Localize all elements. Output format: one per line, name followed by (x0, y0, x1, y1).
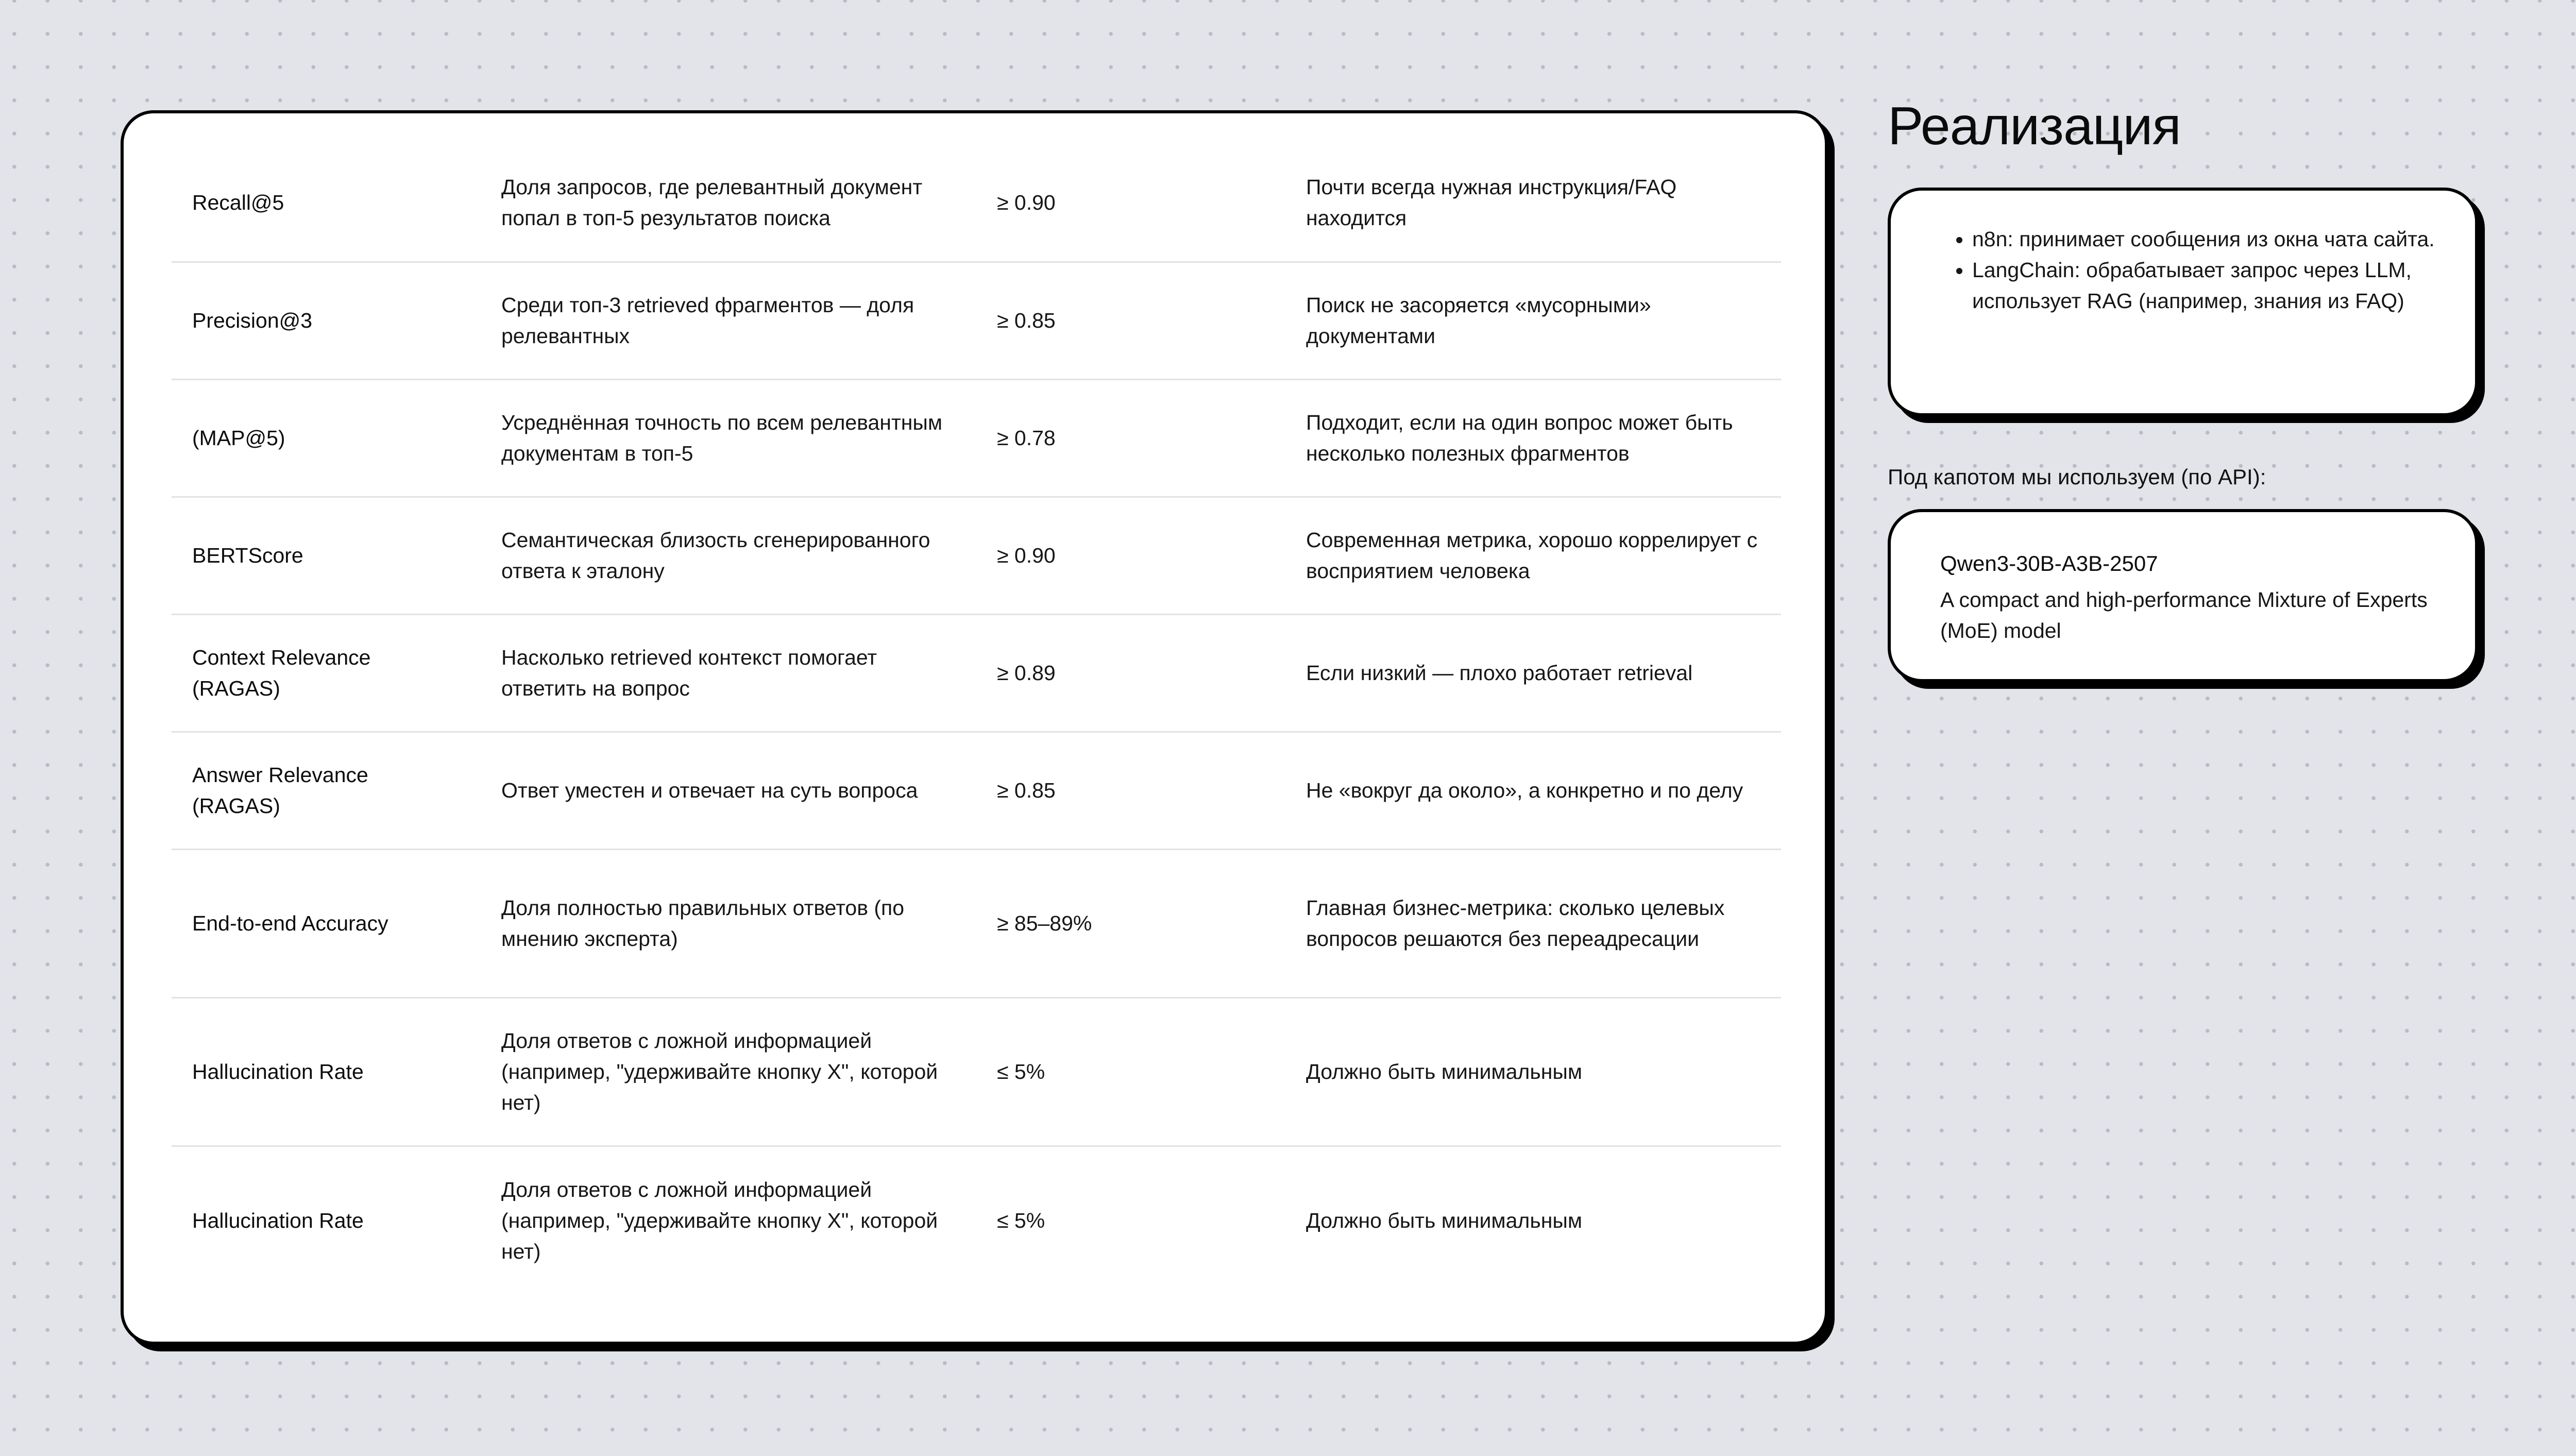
metric-comment: Если низкий — плохо работает retrieval (1285, 614, 1781, 732)
table-row (172, 1146, 1781, 1294)
metric-comment: Должно быть минимальным (1285, 997, 1781, 1146)
metric-description: Доля полностью правильных ответов (по мнению эксперта) (481, 849, 976, 997)
metric-name: Context Relevance (RAGAS) (172, 614, 481, 732)
metric-name: Hallucination Rate (192, 1208, 364, 1232)
metric-target: ≥ 0.85 (976, 732, 1285, 849)
metrics-table-card (121, 110, 1828, 1345)
metric-comment: Должно быть минимальным (1306, 1208, 1583, 1232)
metric-target: ≥ 0.85 (976, 262, 1285, 379)
api-label: Под капотом мы используем (по API): (1888, 465, 2266, 489)
page-title: Реализация (1888, 96, 2181, 156)
metric-description: Насколько retrieved контекст помогает ответить на вопрос (481, 614, 976, 732)
table-row (172, 262, 1781, 379)
metrics-table (172, 144, 1781, 1294)
model-card (1888, 509, 2478, 682)
metric-name: (MAP@5) (172, 379, 481, 497)
table-row (172, 379, 1781, 497)
model-name: Qwen3-30B-A3B-2507 (1940, 551, 2158, 575)
metric-comment: Не «вокруг да около», а конкретно и по делу (1285, 732, 1781, 849)
metric-name: Answer Relevance (RAGAS) (172, 732, 481, 849)
metric-comment: Современная метрика, хорошо коррелирует с восприятием человека (1285, 497, 1781, 614)
list-item: • n8n: принимает сообщения из окна чата сайта. (1972, 224, 2446, 255)
metric-name: Hallucination Rate (172, 997, 481, 1146)
list-item: • LangChain: обрабатывает запрос через LLM, использует RAG (например, знания из FAQ) (1972, 255, 2446, 316)
table-row (172, 997, 1781, 1146)
implementation-list (1931, 224, 2446, 316)
metric-description: Усреднённая точность по всем релевантным документам в топ-5 (481, 379, 976, 497)
implementation-card (1888, 188, 2478, 416)
table-row (172, 497, 1781, 614)
metric-target: ≥ 0.90 (976, 144, 1285, 262)
table-row (172, 614, 1781, 732)
model-description: A compact and high-performance Mixture of Experts (MoE) model (1940, 588, 2428, 642)
metric-target: ≥ 85–89% (976, 849, 1285, 997)
metric-description: Среди топ-3 retrieved фрагментов — доля релевантных (481, 262, 976, 379)
table-row (172, 144, 1781, 262)
metric-target: ≤ 5% (997, 1208, 1045, 1232)
metric-description: Ответ уместен и отвечает на суть вопроса (481, 732, 976, 849)
metric-description: Доля запросов, где релевантный документ попал в топ-5 результатов поиска (481, 144, 976, 262)
metric-description: Доля ответов с ложной информацией (например, "удерживайте кнопку X", которой нет) (501, 1177, 938, 1263)
metric-target: ≥ 0.89 (976, 614, 1285, 732)
metric-comment: Главная бизнес-метрика: сколько целевых вопросов решаются без переадресации (1285, 849, 1781, 997)
metric-target: ≤ 5% (976, 997, 1285, 1146)
metric-comment: Поиск не засоряется «мусорными» документами (1285, 262, 1781, 379)
metric-target: ≥ 0.90 (976, 497, 1285, 614)
metric-description: Семантическая близость сгенерированного ответа к эталону (481, 497, 976, 614)
metric-name: BERTScore (172, 497, 481, 614)
metric-name: Recall@5 (172, 144, 481, 262)
table-row (172, 732, 1781, 849)
metric-target: ≥ 0.78 (976, 379, 1285, 497)
metric-comment: Почти всегда нужная инструкция/FAQ находится (1285, 144, 1781, 262)
table-row (172, 849, 1781, 997)
metric-description: Доля ответов с ложной информацией (например, "удерживайте кнопку X", которой нет) (481, 997, 976, 1146)
metric-name: End-to-end Accuracy (172, 849, 481, 997)
metric-name: Precision@3 (172, 262, 481, 379)
metric-comment: Подходит, если на один вопрос может быть несколько полезных фрагментов (1285, 379, 1781, 497)
